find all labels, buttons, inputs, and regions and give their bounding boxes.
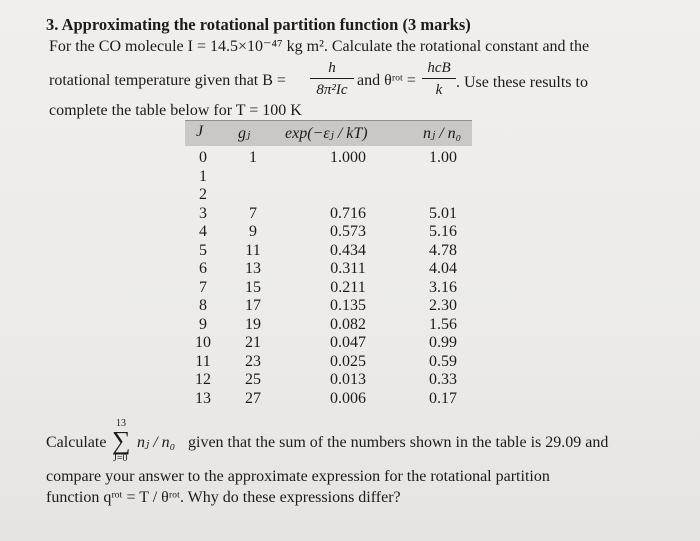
b-denominator: 8π²Ic xyxy=(316,82,348,98)
sum-term: nⱼ / n₀ xyxy=(137,434,176,451)
sum-upper-limit: 13 xyxy=(116,418,126,429)
table-cell-g: 19 xyxy=(245,315,261,333)
table-cell-j: 4 xyxy=(199,223,207,240)
b-fraction xyxy=(310,60,354,98)
table-cell-ratio: 1.00 xyxy=(429,149,457,166)
table-cell-j: 13 xyxy=(195,389,211,407)
table-cell-ratio: 4.78 xyxy=(429,241,457,259)
question-title: 3. Approximating the rotational partition function (3 marks) xyxy=(46,15,471,34)
theta-fraction xyxy=(422,60,456,98)
question-line-2-end: . Use these results to xyxy=(456,74,588,91)
table-cell-j: 2 xyxy=(199,186,207,203)
question-line-2-mid: and θʳᵒᵗ = xyxy=(357,72,416,89)
header-j: J xyxy=(196,123,204,140)
question-line-3: complete the table below for T = 100 K xyxy=(49,102,302,119)
table-cell-g: 11 xyxy=(245,241,261,259)
footer-line-3: function qʳᵒᵗ = T / θʳᵒᵗ. Why do these expressions differ? xyxy=(46,489,401,506)
sum-lower-limit: J=0 xyxy=(113,453,128,464)
table-cell-exp: 0.047 xyxy=(330,334,366,351)
table-cell-ratio: 1.56 xyxy=(429,315,457,333)
table-cell-exp: 0.135 xyxy=(330,297,366,314)
table-cell-j: 10 xyxy=(195,334,211,351)
table-cell-ratio xyxy=(418,168,468,187)
table-cell-g: 15 xyxy=(245,278,261,296)
theta-denominator: k xyxy=(435,82,443,98)
table-cell-exp: 0.573 xyxy=(330,223,366,240)
table-cell-j: 12 xyxy=(195,371,211,388)
table-cell-ratio: 2.30 xyxy=(429,297,457,314)
column-ratio xyxy=(418,149,468,408)
table-cell-ratio: 5.01 xyxy=(429,204,457,222)
table-cell-ratio: 0.99 xyxy=(429,334,457,351)
table-cell-g xyxy=(234,186,272,205)
table-cell-exp: 0.716 xyxy=(330,204,366,222)
sigma-symbol: ∑ xyxy=(112,426,131,455)
table-cell-exp: 0.434 xyxy=(330,241,366,259)
header-g: gⱼ xyxy=(238,125,251,142)
table-cell-ratio: 4.04 xyxy=(429,260,457,277)
footer-line-2: compare your answer to the approximate expression for the rotational partition xyxy=(46,468,550,485)
footer-line-1: given that the sum of the numbers shown in the table is 29.09 and xyxy=(188,434,609,451)
table-cell-g: 7 xyxy=(249,204,257,222)
footer-calculate: Calculate xyxy=(46,434,107,451)
b-numerator: h xyxy=(328,60,336,76)
table-cell-j: 5 xyxy=(199,241,207,259)
b-fraction-bar xyxy=(310,78,354,79)
table-cell-ratio: 3.16 xyxy=(429,278,457,296)
table-cell-g: 23 xyxy=(245,352,261,370)
table-cell-ratio: 0.59 xyxy=(429,352,457,370)
table-cell-j: 0 xyxy=(199,149,207,166)
table-cell-g: 25 xyxy=(245,371,261,388)
table-cell-ratio: 5.16 xyxy=(429,223,457,240)
table-cell-exp: 0.082 xyxy=(330,315,366,333)
table-cell-j: 8 xyxy=(199,297,207,314)
table-cell-g: 27 xyxy=(245,389,261,407)
table-cell-j: 1 xyxy=(199,167,207,185)
column-exp xyxy=(318,149,378,408)
table-cell-exp: 0.211 xyxy=(330,278,366,296)
table-cell-ratio: 0.17 xyxy=(429,389,457,407)
table-cell-g: 21 xyxy=(245,334,261,351)
theta-fraction-bar xyxy=(422,78,456,79)
table-cell-j: 11 xyxy=(195,352,211,370)
table-cell-j: 3 xyxy=(199,204,207,222)
question-line-1: For the CO molecule I = 14.5×10⁻⁴⁷ kg m². Calculate the rotational constant and the xyxy=(49,38,590,55)
question-line-2-start: rotational temperature given that B = xyxy=(49,72,286,89)
table-cell-j: 6 xyxy=(199,260,207,277)
table-cell-j: 9 xyxy=(199,315,207,333)
table-cell-g: 9 xyxy=(249,223,257,240)
column-j xyxy=(186,149,220,408)
table-cell-exp xyxy=(318,168,378,187)
table-cell-g: 1 xyxy=(249,149,257,166)
table-cell-g: 13 xyxy=(245,260,261,277)
table-cell-exp: 0.311 xyxy=(330,260,366,277)
table-cell-ratio xyxy=(418,186,468,205)
theta-numerator: hcB xyxy=(427,60,451,76)
table-cell-g: 17 xyxy=(245,297,261,314)
table-cell-j: 7 xyxy=(199,278,207,296)
table-cell-exp: 1.000 xyxy=(330,149,366,166)
column-g xyxy=(234,149,272,408)
header-ratio: nⱼ / n₀ xyxy=(423,125,462,142)
header-exp: exp(−εⱼ / kT) xyxy=(285,125,368,142)
table-cell-ratio: 0.33 xyxy=(429,371,457,388)
table-cell-exp: 0.025 xyxy=(330,352,366,370)
table-cell-g xyxy=(234,168,272,187)
table-cell-exp xyxy=(318,186,378,205)
table-cell-exp: 0.006 xyxy=(330,389,366,407)
table-cell-exp: 0.013 xyxy=(330,371,366,388)
